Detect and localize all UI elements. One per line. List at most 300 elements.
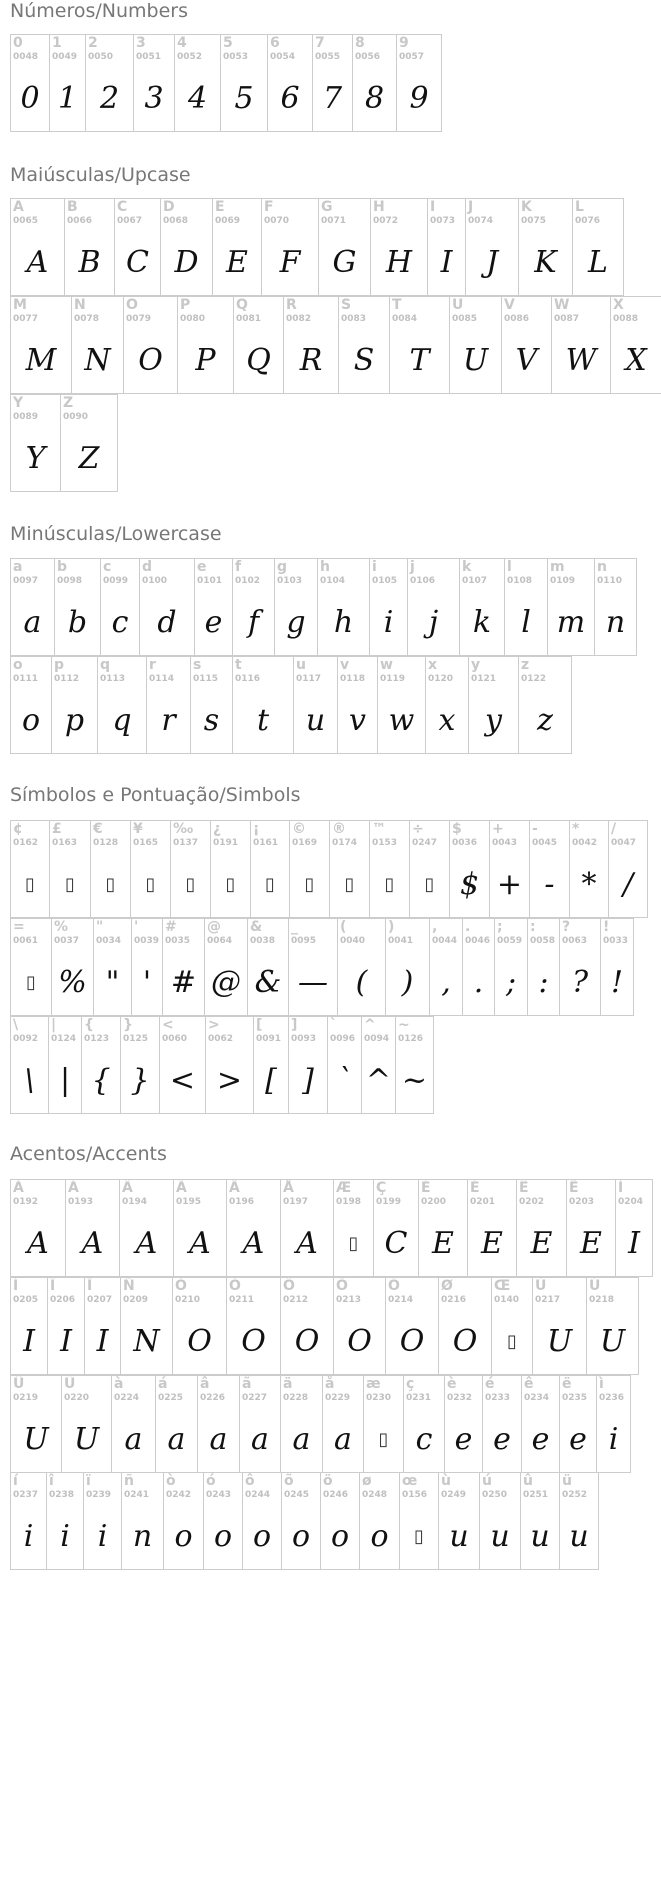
glyph-cell	[516, 1179, 567, 1277]
glyph-sample: J	[485, 244, 499, 280]
glyph-code-label: 0061	[13, 936, 39, 946]
glyph-code-label: 0211	[229, 1295, 255, 1305]
glyph-sample: W	[565, 342, 597, 378]
glyph-cell	[572, 198, 624, 296]
glyph-cell	[389, 296, 450, 394]
glyph-sample: U	[23, 1421, 49, 1457]
glyph-code-label: 0045	[532, 838, 558, 848]
glyph-code-label: 0225	[158, 1393, 184, 1403]
glyph-cell	[338, 296, 390, 394]
glyph-sample: N	[133, 1323, 160, 1359]
glyph-code-label: 0051	[136, 52, 162, 62]
glyph-code-label: 0041	[388, 936, 414, 946]
glyph-sample: A	[27, 1225, 49, 1261]
glyph-cell	[521, 1375, 560, 1473]
glyph-code-label: 0235	[562, 1393, 588, 1403]
glyph-cell	[385, 1277, 439, 1375]
missing-glyph-icon: ▯	[145, 873, 156, 895]
glyph-sample: ]	[302, 1062, 314, 1098]
glyph-character-label: Ú	[589, 1278, 601, 1294]
glyph-character-label: )	[388, 919, 395, 935]
glyph-cell	[318, 198, 371, 296]
glyph-cell	[205, 1016, 254, 1114]
glyph-cell	[10, 296, 72, 394]
glyph-sample: p	[64, 702, 85, 738]
glyph-character-label: c	[103, 559, 112, 575]
glyph-sample: E	[481, 1225, 503, 1261]
glyph-code-label: 0156	[402, 1490, 428, 1500]
glyph-sample: o	[330, 1518, 350, 1554]
missing-glyph-icon: ▯	[105, 873, 116, 895]
glyph-sample: A	[296, 1225, 318, 1261]
glyph-code-label: 0111	[13, 674, 39, 684]
glyph-character-label: l	[507, 559, 512, 575]
glyph-character-label: æ	[366, 1376, 381, 1392]
glyph-row	[10, 1016, 433, 1114]
glyph-cell	[114, 198, 161, 296]
glyph-cell	[65, 1179, 120, 1277]
glyph-code-label: 0109	[550, 576, 576, 586]
glyph-character-label: \	[13, 1017, 19, 1033]
glyph-code-label: 0230	[366, 1393, 392, 1403]
glyph-character-label: C	[117, 199, 128, 215]
glyph-cell	[491, 1277, 533, 1375]
glyph-character-label: k	[462, 559, 472, 575]
glyph-cell	[232, 656, 294, 754]
glyph-sample: k	[472, 604, 492, 640]
glyph-character-label: '	[134, 919, 139, 935]
missing-glyph-icon: ▯	[414, 1525, 424, 1547]
glyph-sample: i	[608, 1421, 619, 1457]
glyph-cell	[120, 1016, 160, 1114]
glyph-character-label: e	[197, 559, 207, 575]
glyph-sample: A	[189, 1225, 211, 1261]
glyph-sample: G	[332, 244, 357, 280]
glyph-code-label: 0042	[572, 838, 598, 848]
glyph-code-label: 0229	[325, 1393, 351, 1403]
glyph-character-label: q	[100, 657, 111, 673]
glyph-character-label: i	[372, 559, 377, 575]
glyph-sample: `	[337, 1062, 352, 1098]
glyph-character-label: 1	[52, 35, 62, 51]
glyph-character-label: 4	[177, 35, 187, 51]
glyph-cell	[170, 820, 211, 918]
glyph-code-label: 0050	[88, 52, 114, 62]
glyph-character-label: $	[452, 821, 462, 837]
glyph-character-label: î	[49, 1473, 54, 1489]
glyph-character-label: s	[193, 657, 202, 673]
glyph-sample: l	[521, 604, 531, 640]
glyph-row	[10, 558, 636, 656]
glyph-sample: V	[515, 342, 538, 378]
glyph-character-label: %	[54, 919, 69, 935]
glyph-character-label: L	[575, 199, 584, 215]
glyph-cell	[610, 296, 661, 394]
glyph-code-label: 0058	[530, 936, 556, 946]
glyph-code-label: 0087	[554, 314, 580, 324]
glyph-code-label: 0219	[13, 1393, 39, 1403]
glyph-sample: n	[605, 604, 626, 640]
glyph-cell	[596, 1375, 631, 1473]
glyph-sample: "	[105, 964, 120, 1000]
glyph-character-label: Ì	[618, 1180, 624, 1196]
glyph-character-label: }	[123, 1017, 133, 1033]
glyph-cell	[173, 1179, 227, 1277]
glyph-character-label: á	[158, 1376, 168, 1392]
glyph-character-label: É	[470, 1180, 480, 1196]
glyph-cell	[320, 1472, 360, 1570]
glyph-character-label: !	[603, 919, 610, 935]
glyph-character-label: ø	[362, 1473, 372, 1489]
glyph-character-label: Î	[50, 1278, 56, 1294]
glyph-code-label: 0114	[149, 674, 175, 684]
glyph-character-label: D	[163, 199, 175, 215]
glyph-character-label: €	[93, 821, 103, 837]
glyph-character-label: í	[13, 1473, 18, 1489]
glyph-sample: q	[112, 702, 132, 738]
glyph-sample: ^	[365, 1062, 392, 1098]
glyph-cell	[429, 918, 463, 1016]
glyph-row	[10, 820, 647, 918]
glyph-code-label: 0059	[497, 936, 523, 946]
glyph-cell	[586, 1277, 639, 1375]
missing-glyph-icon: ▯	[26, 971, 36, 993]
glyph-sample: .	[473, 964, 484, 1000]
glyph-cell	[121, 1472, 164, 1570]
glyph-character-label: 9	[399, 35, 409, 51]
glyph-code-label: 0210	[175, 1295, 201, 1305]
glyph-sample: f	[247, 604, 260, 640]
glyph-sample: o	[174, 1518, 193, 1554]
glyph-character-label: E	[215, 199, 225, 215]
glyph-cell	[518, 198, 573, 296]
glyph-code-label: 0137	[173, 838, 199, 848]
glyph-sample: F	[279, 244, 301, 280]
glyph-cell	[10, 1016, 49, 1114]
glyph-code-label: 0206	[50, 1295, 76, 1305]
glyph-sample: a	[292, 1421, 311, 1457]
glyph-sample: :	[538, 964, 549, 1000]
glyph-sample: g	[286, 604, 306, 640]
glyph-code-label: 0094	[364, 1034, 390, 1044]
glyph-cell	[120, 1277, 173, 1375]
glyph-cell	[232, 558, 275, 656]
glyph-cell	[10, 558, 55, 656]
glyph-cell	[559, 1472, 599, 1570]
glyph-cell	[163, 1472, 204, 1570]
glyph-cell	[71, 296, 124, 394]
glyph-character-label: Â	[122, 1180, 133, 1196]
glyph-sample: e	[493, 1421, 511, 1457]
glyph-sample: a	[251, 1421, 269, 1457]
glyph-sample: U	[462, 342, 489, 378]
glyph-sample: e	[569, 1421, 587, 1457]
glyph-sample: i	[97, 1518, 108, 1554]
glyph-code-label: 0205	[13, 1295, 39, 1305]
glyph-code-label: 0213	[336, 1295, 362, 1305]
glyph-character-label: ™	[372, 821, 386, 837]
glyph-cell	[559, 918, 601, 1016]
glyph-character-label: M	[13, 297, 27, 313]
glyph-cell	[449, 820, 490, 918]
glyph-character-label: v	[340, 657, 350, 673]
glyph-cell	[131, 918, 163, 1016]
glyph-cell	[280, 1179, 334, 1277]
glyph-cell	[329, 820, 370, 918]
glyph-character-label: 3	[136, 35, 146, 51]
glyph-cell	[333, 1277, 386, 1375]
glyph-character-label: 8	[355, 35, 365, 51]
glyph-sample: N	[84, 342, 111, 378]
glyph-sample: Q	[246, 342, 271, 378]
glyph-code-label: 0106	[410, 576, 436, 586]
glyph-character-label: ü	[562, 1473, 572, 1489]
glyph-code-label: 0193	[68, 1197, 94, 1207]
glyph-sample: m	[556, 604, 586, 640]
glyph-character-label: @	[207, 919, 221, 935]
glyph-code-label: 0108	[507, 576, 533, 586]
glyph-code-label: 0038	[250, 936, 276, 946]
glyph-code-label: 0203	[569, 1197, 595, 1207]
glyph-character-label: "	[96, 919, 104, 935]
glyph-cell	[385, 918, 430, 1016]
glyph-cell	[10, 1472, 47, 1570]
glyph-sample: t	[256, 702, 270, 738]
glyph-character-label: +	[492, 821, 504, 837]
missing-glyph-icon: ▯	[65, 873, 75, 895]
glyph-code-label: 0123	[84, 1034, 110, 1044]
glyph-code-label: 0237	[13, 1490, 39, 1500]
glyph-sample: S	[353, 342, 375, 378]
glyph-cell	[363, 1375, 404, 1473]
glyph-code-label: 0244	[245, 1490, 271, 1500]
glyph-character-label: Ò	[175, 1278, 187, 1294]
glyph-character-label: ó	[206, 1473, 216, 1489]
glyph-character-label: .	[465, 919, 471, 935]
glyph-cell	[293, 656, 338, 754]
glyph-character-label: u	[296, 657, 306, 673]
glyph-character-label: Õ	[336, 1278, 348, 1294]
glyph-character-label: ¢	[13, 821, 23, 837]
glyph-cell	[226, 1179, 281, 1277]
glyph-code-label: 0102	[235, 576, 261, 586]
glyph-cell	[172, 1277, 227, 1375]
glyph-character-label: /	[611, 821, 617, 837]
glyph-code-label: 0212	[283, 1295, 309, 1305]
glyph-code-label: 0196	[229, 1197, 255, 1207]
glyph-code-label: 0200	[421, 1197, 447, 1207]
glyph-character-label: 7	[315, 35, 325, 51]
glyph-cell	[288, 918, 338, 1016]
glyph-sample: A	[135, 1225, 158, 1261]
glyph-sample: ~	[401, 1062, 428, 1098]
glyph-cell	[427, 198, 466, 296]
glyph-cell	[462, 918, 495, 1016]
glyph-code-label: 0036	[452, 838, 478, 848]
glyph-cell	[518, 656, 572, 754]
glyph-character-label: K	[521, 199, 532, 215]
glyph-code-label: 0228	[283, 1393, 309, 1403]
glyph-character-label: j	[410, 559, 415, 575]
glyph-cell	[501, 296, 552, 394]
glyph-sample: C	[384, 1225, 408, 1261]
glyph-code-label: 0096	[330, 1034, 356, 1044]
glyph-code-label: 0063	[562, 936, 588, 946]
glyph-character-label: p	[54, 657, 65, 673]
glyph-character-label: Ñ	[123, 1278, 135, 1294]
glyph-code-label: 0097	[13, 576, 39, 586]
glyph-sample: b	[67, 604, 88, 640]
glyph-sample: 3	[144, 80, 164, 116]
glyph-cell	[373, 1179, 419, 1277]
glyph-sample: #	[170, 964, 197, 1000]
glyph-cell	[253, 1016, 289, 1114]
glyph-cell	[177, 296, 234, 394]
glyph-character-label: ê	[524, 1376, 534, 1392]
missing-glyph-icon: ▯	[265, 873, 275, 895]
glyph-row	[10, 918, 633, 1016]
glyph-code-label: 0089	[13, 412, 39, 422]
glyph-character-label: ï	[86, 1473, 91, 1489]
glyph-code-label: 0081	[236, 314, 262, 324]
glyph-sample: 6	[280, 80, 300, 116]
glyph-cell	[250, 820, 290, 918]
glyph-sample: $	[459, 866, 480, 902]
glyph-cell	[49, 34, 86, 132]
glyph-cell	[90, 820, 131, 918]
section-title: Números/Numbers	[10, 0, 188, 22]
glyph-sample: B	[78, 244, 101, 280]
glyph-character-label: g	[277, 559, 288, 575]
glyph-character-label: ô	[245, 1473, 255, 1489]
glyph-character-label: -	[532, 821, 538, 837]
glyph-code-label: 0047	[611, 838, 637, 848]
glyph-code-label: 0128	[93, 838, 119, 848]
glyph-cell	[399, 1472, 439, 1570]
glyph-code-label: 0057	[399, 52, 425, 62]
glyph-code-label: 0113	[100, 674, 126, 684]
glyph-cell	[288, 1016, 328, 1114]
glyph-cell	[46, 1472, 84, 1570]
glyph-code-label: 0067	[117, 216, 143, 226]
glyph-cell	[51, 656, 98, 754]
glyph-cell	[10, 394, 61, 492]
glyph-sample: a	[124, 1421, 143, 1457]
glyph-cell	[482, 1375, 522, 1473]
glyph-character-label: (	[340, 919, 347, 935]
glyph-code-label: 0245	[284, 1490, 310, 1500]
glyph-code-label: 0232	[447, 1393, 473, 1403]
glyph-cell	[608, 820, 648, 918]
glyph-cell	[123, 296, 178, 394]
glyph-code-label: 0107	[462, 576, 488, 586]
glyph-character-label: d	[142, 559, 153, 575]
glyph-cell	[146, 656, 191, 754]
glyph-sample: <	[169, 1062, 196, 1098]
glyph-row	[10, 1375, 630, 1473]
glyph-character-label: U	[452, 297, 464, 313]
glyph-character-label: O	[126, 297, 138, 313]
glyph-sample: ,	[441, 964, 451, 1000]
glyph-cell	[425, 656, 469, 754]
glyph-row	[10, 296, 661, 394]
glyph-sample: I	[96, 1323, 109, 1359]
glyph-cell	[49, 820, 91, 918]
glyph-character-label: 2	[88, 35, 98, 51]
glyph-character-label: ¡	[253, 821, 260, 837]
glyph-sample: O	[294, 1323, 320, 1359]
glyph-cell	[10, 1277, 48, 1375]
glyph-code-label: 0110	[597, 576, 623, 586]
glyph-sample: )	[401, 964, 414, 1000]
glyph-sample: U	[599, 1323, 626, 1359]
glyph-cell	[289, 820, 330, 918]
glyph-cell	[81, 1016, 121, 1114]
glyph-character-label: ò	[166, 1473, 176, 1489]
missing-glyph-icon: ▯	[424, 873, 435, 895]
glyph-character-label: J	[468, 199, 474, 215]
glyph-character-label: f	[235, 559, 242, 575]
glyph-cell	[119, 1179, 174, 1277]
glyph-code-label: 0054	[270, 52, 296, 62]
glyph-character-label: R	[286, 297, 297, 313]
glyph-cell	[467, 1179, 517, 1277]
glyph-cell	[529, 820, 570, 918]
glyph-sample: M	[25, 342, 57, 378]
glyph-cell	[10, 34, 50, 132]
glyph-cell	[267, 34, 313, 132]
glyph-character-label: b	[57, 559, 68, 575]
glyph-character-label: r	[149, 657, 156, 673]
glyph-sample: {	[91, 1062, 111, 1098]
glyph-sample: A	[26, 244, 49, 280]
glyph-character-label: Ä	[229, 1180, 240, 1196]
glyph-character-label: õ	[284, 1473, 294, 1489]
glyph-character-label: à	[114, 1376, 124, 1392]
missing-glyph-icon: ▯	[185, 873, 196, 895]
glyph-cell	[83, 1472, 122, 1570]
glyph-code-label: 0165	[133, 838, 159, 848]
glyph-character-label: n	[597, 559, 607, 575]
missing-glyph-icon: ▯	[225, 873, 236, 895]
glyph-code-label: 0194	[122, 1197, 148, 1207]
glyph-code-label: 0174	[332, 838, 358, 848]
glyph-cell	[615, 1179, 653, 1277]
glyph-cell	[337, 656, 378, 754]
glyph-cell	[247, 918, 289, 1016]
glyph-character-label: :	[530, 919, 536, 935]
missing-glyph-icon: ▯	[378, 1428, 389, 1450]
glyph-sample: |	[59, 1062, 71, 1098]
glyph-sample: i	[383, 604, 394, 640]
glyph-cell	[407, 558, 460, 656]
glyph-character-label: >	[208, 1017, 220, 1033]
glyph-cell	[130, 820, 171, 918]
glyph-cell	[239, 1375, 281, 1473]
glyph-character-label: ¿	[213, 821, 222, 837]
glyph-code-label: 0251	[523, 1490, 549, 1500]
glyph-sample: a	[167, 1421, 186, 1457]
glyph-sample: O	[452, 1323, 478, 1359]
glyph-character-label: À	[13, 1180, 24, 1196]
glyph-sample: i	[60, 1518, 70, 1554]
glyph-sample: 2	[99, 80, 120, 116]
glyph-code-label: 0048	[13, 52, 39, 62]
glyph-cell	[280, 1375, 323, 1473]
glyph-code-label: 0153	[372, 838, 398, 848]
glyph-sample: T	[409, 342, 430, 378]
glyph-sample: a	[334, 1421, 352, 1457]
